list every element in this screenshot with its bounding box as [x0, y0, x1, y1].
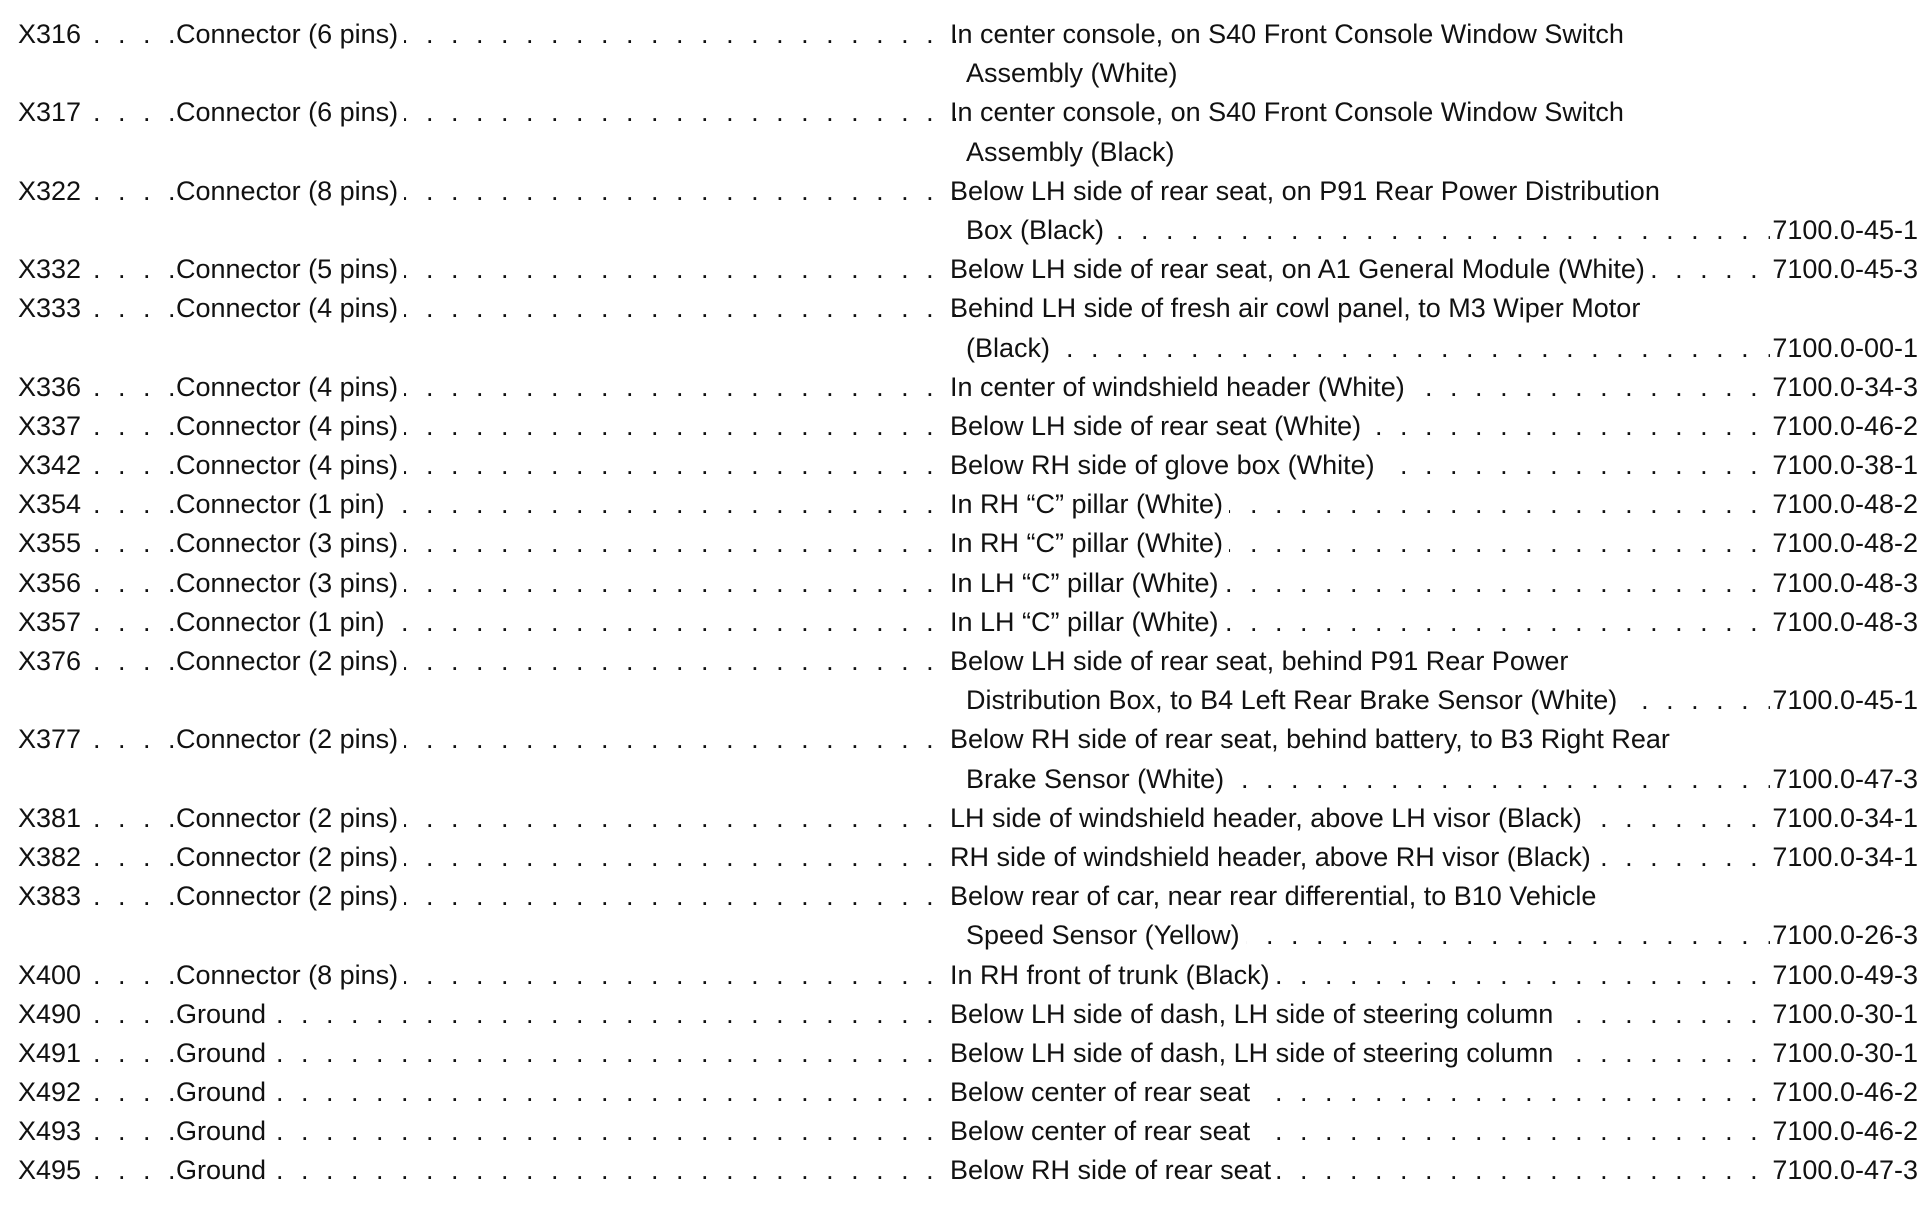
component-id: X354	[18, 489, 87, 519]
component-description: Ground	[176, 999, 272, 1029]
page-reference: 7100.0-47-3	[1772, 1155, 1918, 1186]
table-row	[18, 603, 1918, 642]
component-description: Connector (6 pins)	[176, 19, 404, 49]
dot-leader	[176, 1073, 956, 1112]
page-reference: 7100.0-30-1	[1772, 1037, 1918, 1068]
component-description-cell	[176, 1034, 956, 1073]
row-line	[18, 916, 1918, 955]
component-location: Below rear of car, near rear differential, to B10 Vehicle	[950, 881, 1597, 912]
component-id: X400	[18, 960, 87, 990]
component-location-cell	[950, 995, 1770, 1034]
component-id-cell	[18, 15, 176, 54]
component-location-cell	[950, 564, 1770, 603]
component-description: Connector (5 pins)	[176, 254, 404, 284]
component-id-cell	[18, 720, 176, 759]
component-id-cell	[18, 799, 176, 838]
component-location-cell	[966, 211, 1770, 250]
row-line	[18, 54, 1918, 93]
component-description: Connector (1 pin)	[176, 607, 391, 637]
component-description-cell	[176, 1073, 956, 1112]
page-reference: 7100.0-48-3	[1772, 567, 1918, 598]
table-row	[18, 1073, 1918, 1112]
table-row	[18, 877, 1918, 955]
component-description-cell	[176, 485, 956, 524]
table-row	[18, 1112, 1918, 1151]
component-id: X336	[18, 372, 87, 402]
component-location-cell	[966, 916, 1770, 955]
row-line	[18, 1112, 1918, 1151]
component-location-cell	[950, 1073, 1770, 1112]
component-location-cell	[950, 1151, 1770, 1190]
component-description-cell	[176, 877, 956, 916]
component-location: Below RH side of glove box (White)	[950, 450, 1381, 480]
table-row	[18, 172, 1918, 250]
component-id-cell	[18, 1112, 176, 1151]
page-reference: 7100.0-34-1	[1772, 841, 1918, 872]
component-location: In center of windshield header (White)	[950, 372, 1411, 402]
table-row	[18, 93, 1918, 171]
component-id-cell	[18, 1034, 176, 1073]
component-id-cell	[18, 368, 176, 407]
table-row	[18, 720, 1918, 798]
component-description-cell	[176, 564, 956, 603]
page-reference: 7100.0-47-3	[1772, 763, 1918, 794]
component-description: Connector (2 pins)	[176, 724, 404, 754]
table-row	[18, 485, 1918, 524]
page-reference: 7100.0-46-2	[1772, 1077, 1918, 1108]
row-line	[18, 133, 1918, 172]
table-row	[18, 642, 1918, 720]
row-line	[18, 485, 1918, 524]
page-reference: 7100.0-00-1	[1772, 332, 1918, 363]
component-description: Connector (4 pins)	[176, 411, 404, 441]
row-line	[18, 838, 1918, 877]
component-description: Connector (8 pins)	[176, 960, 404, 990]
component-description: Ground	[176, 1038, 272, 1068]
table-row	[18, 956, 1918, 995]
component-id: X382	[18, 842, 87, 872]
page-reference: 7100.0-49-3	[1772, 959, 1918, 990]
component-description: Connector (8 pins)	[176, 176, 404, 206]
table-row	[18, 1151, 1918, 1190]
component-location: In center console, on S40 Front Console Window Switch	[950, 97, 1624, 128]
table-row	[18, 1034, 1918, 1073]
component-id: X493	[18, 1116, 87, 1146]
component-id-cell	[18, 1151, 176, 1190]
row-line	[18, 603, 1918, 642]
row-line	[18, 642, 1918, 681]
row-line	[18, 329, 1918, 368]
component-location: LH side of windshield header, above LH visor (Black)	[950, 803, 1588, 833]
table-row	[18, 995, 1918, 1034]
page-reference: 7100.0-30-1	[1772, 998, 1918, 1029]
row-line	[18, 877, 1918, 916]
component-location-cell	[966, 760, 1770, 799]
component-location-cell	[966, 681, 1770, 720]
dot-leader	[176, 1151, 956, 1190]
dot-leader	[176, 1034, 956, 1073]
component-description-cell	[176, 524, 956, 563]
component-description: Connector (4 pins)	[176, 293, 404, 323]
dot-leader	[176, 995, 956, 1034]
row-line	[18, 250, 1918, 289]
component-description: Connector (6 pins)	[176, 97, 404, 127]
row-line	[18, 681, 1918, 720]
component-id: X357	[18, 607, 87, 637]
component-location: Assembly (Black)	[966, 136, 1175, 167]
component-description: Ground	[176, 1077, 272, 1107]
component-id-cell	[18, 446, 176, 485]
component-location: Assembly (White)	[966, 58, 1178, 89]
row-line	[18, 446, 1918, 485]
component-id: X355	[18, 528, 87, 558]
page-reference: 7100.0-46-2	[1772, 1116, 1918, 1147]
component-location: In LH “C” pillar (White)	[950, 568, 1225, 598]
component-description-cell	[176, 1112, 956, 1151]
component-location-cell	[950, 485, 1770, 524]
row-line	[18, 172, 1918, 211]
table-row	[18, 564, 1918, 603]
component-location: Below RH side of rear seat, behind battery, to B3 Right Rear	[950, 724, 1670, 755]
component-location: In RH front of trunk (Black)	[950, 960, 1276, 990]
component-description: Connector (2 pins)	[176, 881, 404, 911]
table-row	[18, 799, 1918, 838]
row-line	[18, 93, 1918, 132]
component-location: Below center of rear seat	[950, 1077, 1256, 1107]
component-description-cell	[176, 838, 956, 877]
component-description-cell	[176, 799, 956, 838]
component-id-cell	[18, 642, 176, 681]
component-location-cell	[950, 368, 1770, 407]
component-location: In center console, on S40 Front Console Window Switch	[950, 19, 1624, 49]
component-location: In RH “C” pillar (White)	[950, 489, 1229, 519]
table-row	[18, 289, 1918, 367]
component-id: X381	[18, 803, 87, 833]
component-location: RH side of windshield header, above RH visor (Black)	[950, 842, 1597, 872]
component-id: X495	[18, 1155, 87, 1185]
component-description: Connector (3 pins)	[176, 568, 404, 598]
component-description-cell	[176, 250, 956, 289]
component-description: Ground	[176, 1116, 272, 1146]
component-id: X376	[18, 646, 87, 676]
page-reference: 7100.0-48-2	[1772, 528, 1918, 559]
page-reference: 7100.0-34-1	[1772, 802, 1918, 833]
component-description-cell	[176, 407, 956, 446]
row-line	[18, 995, 1918, 1034]
component-id: X492	[18, 1077, 87, 1107]
component-location-cell	[950, 799, 1770, 838]
component-id: X377	[18, 724, 87, 754]
row-line	[18, 524, 1918, 563]
component-location-cell	[950, 1034, 1770, 1073]
component-description-cell	[176, 603, 956, 642]
component-location-cell	[950, 838, 1770, 877]
component-location: (Black)	[966, 333, 1056, 363]
component-id-cell	[18, 603, 176, 642]
page-reference: 7100.0-45-1	[1772, 685, 1918, 716]
component-location: Distribution Box, to B4 Left Rear Brake Sensor (White)	[966, 685, 1623, 715]
row-line	[18, 720, 1918, 759]
component-id-cell	[18, 1073, 176, 1112]
component-id: X332	[18, 254, 87, 284]
component-location: Speed Sensor (Yellow)	[966, 920, 1246, 950]
page-reference: 7100.0-48-3	[1772, 606, 1918, 637]
component-description: Connector (2 pins)	[176, 803, 404, 833]
component-location-cell	[950, 956, 1770, 995]
component-description: Connector (3 pins)	[176, 528, 404, 558]
row-line	[18, 407, 1918, 446]
component-location: Below LH side of dash, LH side of steering column	[950, 999, 1559, 1029]
component-description-cell	[176, 368, 956, 407]
row-line	[18, 15, 1918, 54]
component-location: Behind LH side of fresh air cowl panel, to M3 Wiper Motor	[950, 293, 1641, 324]
table-row	[18, 407, 1918, 446]
component-id: X316	[18, 19, 87, 49]
component-location-cell	[950, 250, 1770, 289]
dot-leader	[176, 1112, 956, 1151]
component-location: In LH “C” pillar (White)	[950, 607, 1225, 637]
component-location: In RH “C” pillar (White)	[950, 528, 1229, 558]
component-id: X342	[18, 450, 87, 480]
component-location-table	[18, 15, 1918, 1191]
page-reference: 7100.0-48-2	[1772, 489, 1918, 520]
component-description-cell	[176, 1151, 956, 1190]
component-id: X356	[18, 568, 87, 598]
page-reference: 7100.0-45-1	[1772, 214, 1918, 245]
component-id-cell	[18, 289, 176, 328]
component-description-cell	[176, 93, 956, 132]
component-description: Connector (2 pins)	[176, 646, 404, 676]
row-line	[18, 1034, 1918, 1073]
component-location: Below LH side of rear seat, behind P91 Rear Power	[950, 646, 1569, 676]
component-id-cell	[18, 838, 176, 877]
component-location: Below LH side of dash, LH side of steering column	[950, 1038, 1559, 1068]
component-location-cell	[966, 329, 1770, 368]
page-reference: 7100.0-46-2	[1772, 410, 1918, 441]
row-line	[18, 799, 1918, 838]
component-description: Connector (2 pins)	[176, 842, 404, 872]
row-line	[18, 1073, 1918, 1112]
component-location-cell	[950, 1112, 1770, 1151]
page-reference: 7100.0-45-3	[1772, 254, 1918, 285]
component-id: X490	[18, 999, 87, 1029]
component-description-cell	[176, 172, 956, 211]
component-description-cell	[176, 956, 956, 995]
row-line	[18, 1151, 1918, 1190]
component-id-cell	[18, 524, 176, 563]
table-row	[18, 250, 1918, 289]
row-line	[18, 956, 1918, 995]
table-row	[18, 838, 1918, 877]
component-location: Below LH side of rear seat (White)	[950, 411, 1367, 441]
page-reference: 7100.0-26-3	[1772, 920, 1918, 951]
component-location: Below LH side of rear seat, on P91 Rear Power Distribution	[950, 175, 1660, 206]
component-description-cell	[176, 446, 956, 485]
component-id: X317	[18, 97, 87, 127]
table-row	[18, 368, 1918, 407]
row-line	[18, 289, 1918, 328]
component-id: X383	[18, 881, 87, 911]
component-id-cell	[18, 877, 176, 916]
component-location: Below LH side of rear seat, on A1 General Module (White)	[950, 254, 1651, 284]
component-id-cell	[18, 250, 176, 289]
row-line	[18, 760, 1918, 799]
row-line	[18, 368, 1918, 407]
component-description-cell	[176, 15, 956, 54]
component-id-cell	[18, 956, 176, 995]
component-id: X337	[18, 411, 87, 441]
component-id: X322	[18, 176, 87, 206]
component-id-cell	[18, 93, 176, 132]
component-location-cell	[950, 446, 1770, 485]
component-id-cell	[18, 407, 176, 446]
component-description: Connector (4 pins)	[176, 372, 404, 402]
table-row	[18, 15, 1918, 93]
component-id-cell	[18, 995, 176, 1034]
row-line	[18, 211, 1918, 250]
component-description: Connector (1 pin)	[176, 489, 391, 519]
component-description: Connector (4 pins)	[176, 450, 404, 480]
component-id: X333	[18, 293, 87, 323]
component-id: X491	[18, 1038, 87, 1068]
component-description-cell	[176, 995, 956, 1034]
component-id-cell	[18, 172, 176, 211]
component-location-cell	[950, 603, 1770, 642]
table-row	[18, 446, 1918, 485]
component-location-cell	[950, 407, 1770, 446]
dot-leader	[966, 329, 1770, 368]
component-location-cell	[950, 524, 1770, 563]
table-row	[18, 524, 1918, 563]
component-id-cell	[18, 564, 176, 603]
component-location: Box (Black)	[966, 215, 1110, 245]
page-reference: 7100.0-34-3	[1772, 371, 1918, 402]
component-location: Below RH side of rear seat	[950, 1155, 1277, 1185]
component-id-cell	[18, 485, 176, 524]
component-location: Below center of rear seat	[950, 1116, 1256, 1146]
component-description-cell	[176, 642, 956, 681]
component-description: Ground	[176, 1155, 272, 1185]
component-description-cell	[176, 289, 956, 328]
row-line	[18, 564, 1918, 603]
component-location: Brake Sensor (White)	[966, 764, 1230, 794]
component-description-cell	[176, 720, 956, 759]
page-reference: 7100.0-38-1	[1772, 450, 1918, 481]
